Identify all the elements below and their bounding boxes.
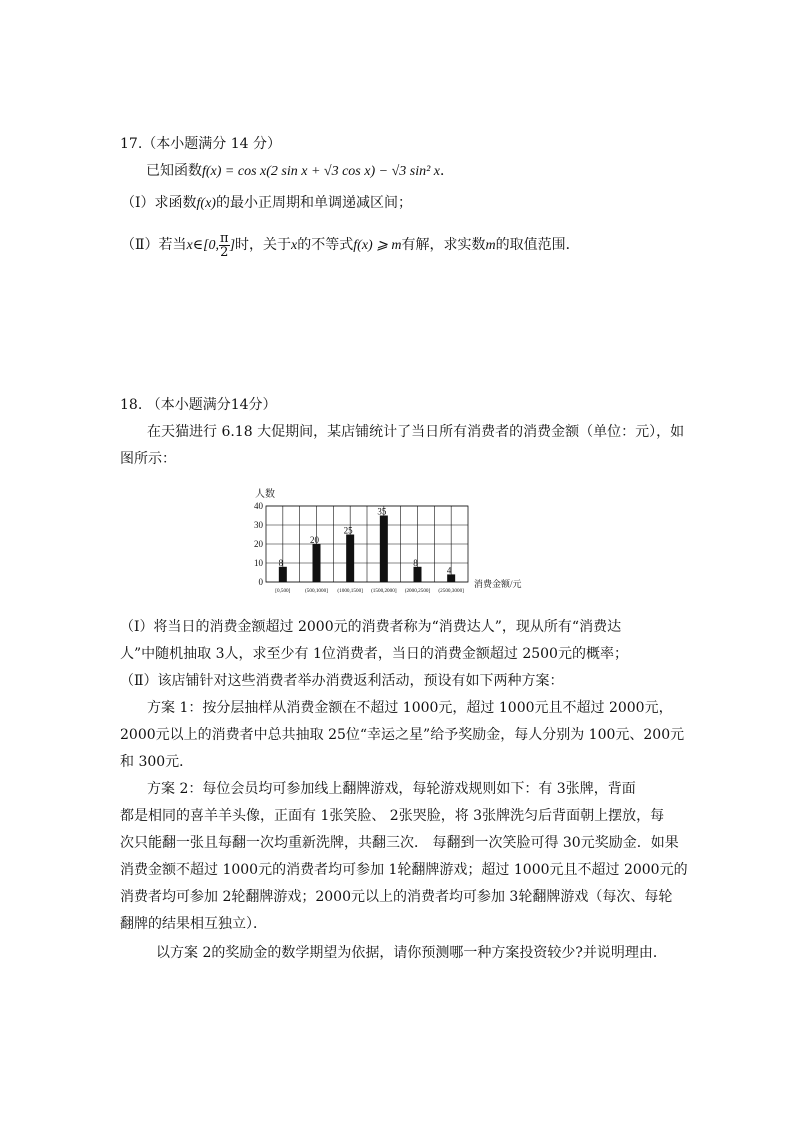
q17-part2-pi: π [220, 230, 229, 246]
q17-part2-suffix: 的取值范围． [495, 237, 580, 253]
q18-header: 18. （本小题满分14分） [120, 397, 277, 413]
q17-given-suffix: ． [440, 163, 455, 179]
q18-plan1-3: 和 300元． [120, 754, 194, 770]
chart-bar [279, 567, 287, 582]
q17-part2-ineq: f(x) ⩾ m [353, 238, 402, 253]
chart-ytick-label: 10 [254, 558, 263, 568]
q17-part1-prefix: （Ⅰ）求函数 [121, 195, 197, 211]
chart-category-label: (2000,2500] [404, 588, 431, 594]
chart-xlabel: 消费金额/元 [474, 579, 522, 589]
chart-bar [346, 535, 354, 583]
q18-plan2-5: 消费者均可参加 2轮翻牌游戏；2000元以上的消费者均可参加 3轮翻牌游戏（每次、每轮 [120, 889, 673, 905]
q17-part1-suffix: 的最小正周期和单调递减区间； [215, 195, 412, 211]
q17-part1 [121, 194, 412, 213]
chart-category-label: (500,1000] [305, 588, 328, 594]
chart-category-label: [0,500] [275, 588, 291, 594]
chart-ylabel: 人数 [255, 489, 275, 500]
q18-plan2-6: 翻牌的结果相互独立）． [120, 916, 267, 932]
q17-part2-mid2: 的不等式 [297, 237, 354, 253]
q17-part2 [121, 230, 580, 261]
q17-part2-prefix: （Ⅱ）若当 [121, 237, 187, 253]
q18-plan2-1: 方案 2：每位会员均可参加线上翻牌游戏，每轮游戏规则如下：有 3张牌，背面 [147, 781, 636, 797]
q17-part2-x: x [291, 238, 298, 253]
q18-final: 以方案 2的奖励金的数学期望为依据，请你预测哪一种方案投资较少?并说明理由． [156, 945, 667, 961]
chart-data-label: 20 [310, 535, 319, 545]
q17-given-prefix: 已知函数 [146, 163, 202, 179]
q17-part2-m: m [485, 238, 496, 253]
chart-category-label: (1000,1500] [337, 588, 363, 594]
q17-part2-fraction [219, 232, 230, 259]
chart-ytick-label: 20 [254, 539, 263, 549]
chart-data-label: 4 [446, 565, 452, 576]
q18-plan2-3: 次只能翻一张且每翻一次均重新洗牌，共翻三次． 每翻到一次笑脸可得 30元奖励金．如果 [120, 835, 679, 851]
q17-header: 17.（本小题满分 14 分） [120, 136, 281, 152]
chart-ytick-label: 0 [258, 577, 263, 587]
chart-ytick-label: 30 [254, 520, 263, 530]
chart-data-label: 35 [377, 506, 387, 517]
chart-data-label: 25 [343, 525, 353, 536]
q17-part2-mid3: 有解，求实数 [401, 237, 486, 253]
q18-plan2-4: 消费金额不超过 1000元的消费者均可参加 1轮翻牌游戏；超过 1000元且不超过 2000元的 [120, 862, 688, 878]
chart-bar [414, 567, 422, 582]
chart-bar [313, 544, 321, 582]
q17-formula: f(x) = cos x(2 sin x + √3 cos x) − √3 sin² x [202, 164, 441, 179]
q17-part2-mid: 时，关于 [235, 237, 292, 253]
q18-plan1-1: 方案 1：按分层抽样从消费金额在不超过 1000元，超过 1000元且不超过 2000元， [147, 700, 673, 716]
q18-part1-2: 人”中随机抽取 3人，求至少有 1位消费者，当日的消费金额超过 2500元的概率； [120, 646, 628, 662]
consumption-bar-chart [250, 484, 560, 600]
q18-plan2-2: 都是相同的喜羊羊头像，正面有 1张笑脸、 2张哭脸，将 3张牌洗匀后背面朝上摆放，每 [120, 808, 665, 824]
q17-given [146, 162, 454, 181]
chart-category-label: (2500,3000] [438, 588, 464, 594]
q18-intro-1: 在天猫进行 6.18 大促期间，某店铺统计了当日所有消费者的消费金额（单位：元），如 [147, 424, 685, 440]
q18-part1-1: （Ⅰ）将当日的消费金额超过 2000元的消费者称为“消费达人”，现从所有“消费达 [120, 619, 622, 635]
q18-intro-2: 图所示： [120, 451, 176, 467]
chart-bar [447, 574, 455, 582]
chart-category-label: (1500,2000] [371, 588, 397, 594]
q17-part1-fx: f(x) [196, 196, 216, 211]
chart-data-label: 8 [278, 557, 284, 568]
chart-bar [380, 516, 388, 583]
chart-ytick-label: 40 [254, 501, 263, 511]
q17-part2-interval-close: ] [229, 238, 236, 253]
q17-part2-two: 2 [220, 244, 229, 260]
q17-part2-interval-open: x∈[0, [186, 238, 220, 253]
q18-plan1-2: 2000元以上的消费者中总共抽取 25位“幸运之星”给予奖励金，每人分别为 100元、200元 [120, 727, 685, 743]
chart-data-label: 8 [413, 557, 418, 568]
q18-part2-1: （Ⅱ）该店铺针对这些消费者举办消费返利活动，预设有如下两种方案： [120, 673, 564, 689]
